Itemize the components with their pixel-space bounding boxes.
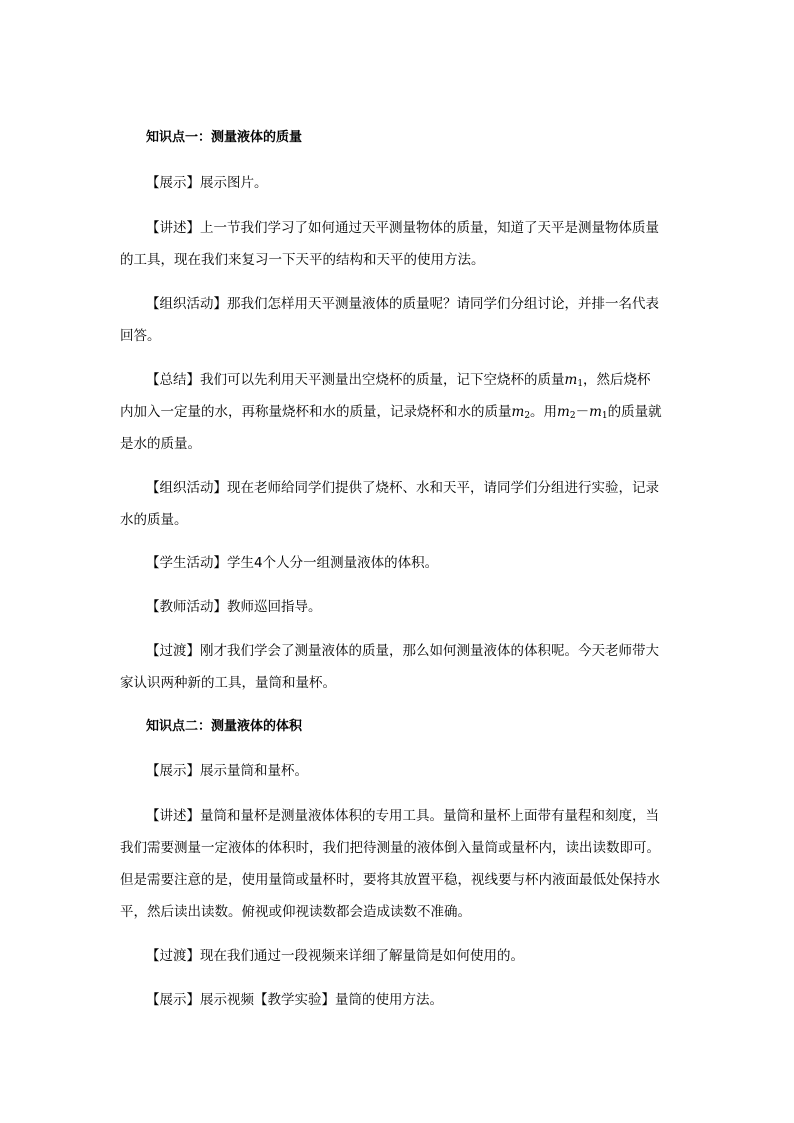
paragraph-summary-line-1 [120,364,711,396]
paragraph-lecture2-line-2: 我们需要测量一定液体的体积时，我们把待测量的液体倒入量筒或量杯内，读出读数即可。 [120,840,660,856]
paragraph-show-cylinder: 【展示】展示量筒和量杯。 [146,763,308,779]
paragraph-organize2-line-1: 【组织活动】现在老师给同学们提供了烧杯、水和天平，请同学们分组进行实验，记录 [146,480,659,496]
summary-text-c: 内加入一定量的水，再称量烧杯和水的质量，记录烧杯和水的质量 [120,404,512,420]
paragraph-lecture-line-2: 的工具，现在我们来复习一下天平的结构和天平的使用方法。 [120,252,485,268]
paragraph-teacher-activity: 【教师活动】教师巡回指导。 [146,599,322,615]
paragraph-summary-line-2 [120,396,685,428]
paragraph-transition2: 【过渡】现在我们通过一段视频来详细了解量筒是如何使用的。 [146,948,524,964]
paragraph-lecture-line-1: 【讲述】上一节我们学习了如何通过天平测量物体的质量，知道了天平是测量物体质量 [146,220,659,236]
summary-text-e: 的质量就 [607,404,662,420]
math-minus: － [575,404,590,420]
paragraph-organize-line-1: 【组织活动】那我们怎样用天平测量液体的质量呢？请同学们分组讨论，并排一名代表 [146,296,659,312]
section-heading-2: 知识点二：测量液体的体积 [146,719,303,734]
paragraph-student-activity: 【学生活动】学生4个人分一组测量液体的体积。 [146,555,439,571]
paragraph-organize2-line-2: 水的质量。 [120,512,188,528]
paragraph-organize-line-2: 回答。 [120,328,161,344]
summary-text-b: ，然后烧杯 [583,372,651,388]
summary-text-a: 【总结】我们可以先利用天平测量出空烧杯的质量，记下空烧杯的质量 [146,372,565,388]
math-symbol-m: m [564,372,578,388]
math-subscript-2: 2 [569,411,576,421]
math-symbol-m: m [589,404,602,420]
paragraph-transition-line-1: 【过渡】刚才我们学会了测量液体的质量，那么如何测量液体的体积呢。今天老师带大 [146,643,659,659]
math-subscript-1: 1 [601,411,608,421]
math-subscript-1: 1 [577,379,584,389]
paragraph-show-video: 【展示】展示视频【教学实验】量筒的使用方法。 [146,992,443,1008]
formula-m2 [512,404,531,420]
paragraph-lecture2-line-4: 平，然后读出读数。俯视或仰视读数都会造成读数不准确。 [120,904,471,920]
formula-m2-minus-m1 [557,404,608,420]
math-symbol-m: m [511,404,525,420]
paragraph-show-picture: 【展示】展示图片。 [146,175,268,191]
paragraph-lecture2-line-1: 【讲述】量筒和量杯是测量液体体积的专用工具。量筒和量杯上面带有量程和刻度，当 [146,808,659,824]
formula-m1 [565,372,584,388]
math-symbol-m: m [557,404,570,420]
math-subscript-2: 2 [524,411,531,421]
summary-text-d: 。用 [530,404,558,420]
paragraph-lecture2-line-3: 但是需要注意的是，使用量筒或量杯时，要将其放置平稳，视线要与杯内液面最低处保持水 [120,872,660,888]
paragraph-summary-line-3: 是水的质量。 [120,436,201,452]
paragraph-transition-line-2: 家认识两种新的工具，量筒和量杯。 [120,675,336,691]
section-heading-1: 知识点一：测量液体的质量 [146,130,303,145]
